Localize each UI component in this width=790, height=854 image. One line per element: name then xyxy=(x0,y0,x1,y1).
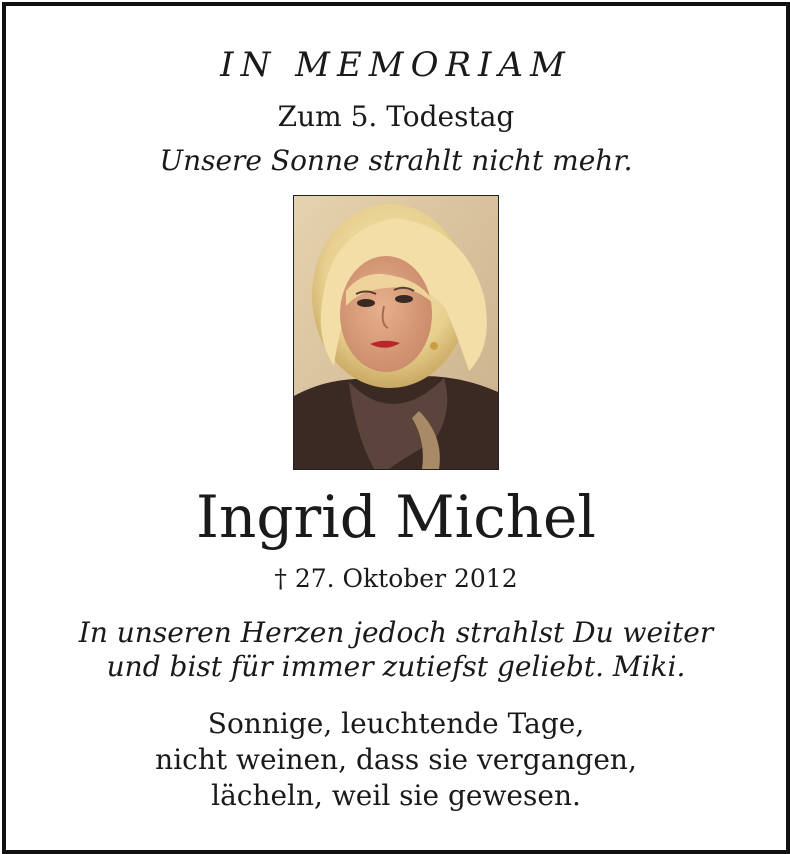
subheading-anniversary: Zum 5. Todestag xyxy=(277,100,515,133)
portrait-photo xyxy=(293,195,499,470)
poem-line: nicht weinen, dass sie vergangen, xyxy=(155,743,637,776)
poem-line: Sonnige, leuchtende Tage, xyxy=(207,707,585,740)
heading-in-memoriam: IN MEMORIAM xyxy=(220,45,572,85)
poem-line: lächeln, weil sie gewesen. xyxy=(211,779,581,812)
portrait-illustration xyxy=(294,196,498,469)
memorial-notice xyxy=(2,2,790,854)
tagline: Unsere Sonne strahlt nicht mehr. xyxy=(159,144,633,177)
deceased-name: Ingrid Michel xyxy=(196,483,596,551)
quote-line: und bist für immer zutiefst geliebt. Miki. xyxy=(106,650,686,683)
quote-line: In unseren Herzen jedoch strahlst Du weiter xyxy=(78,616,714,649)
death-date: † 27. Oktober 2012 xyxy=(274,564,518,593)
